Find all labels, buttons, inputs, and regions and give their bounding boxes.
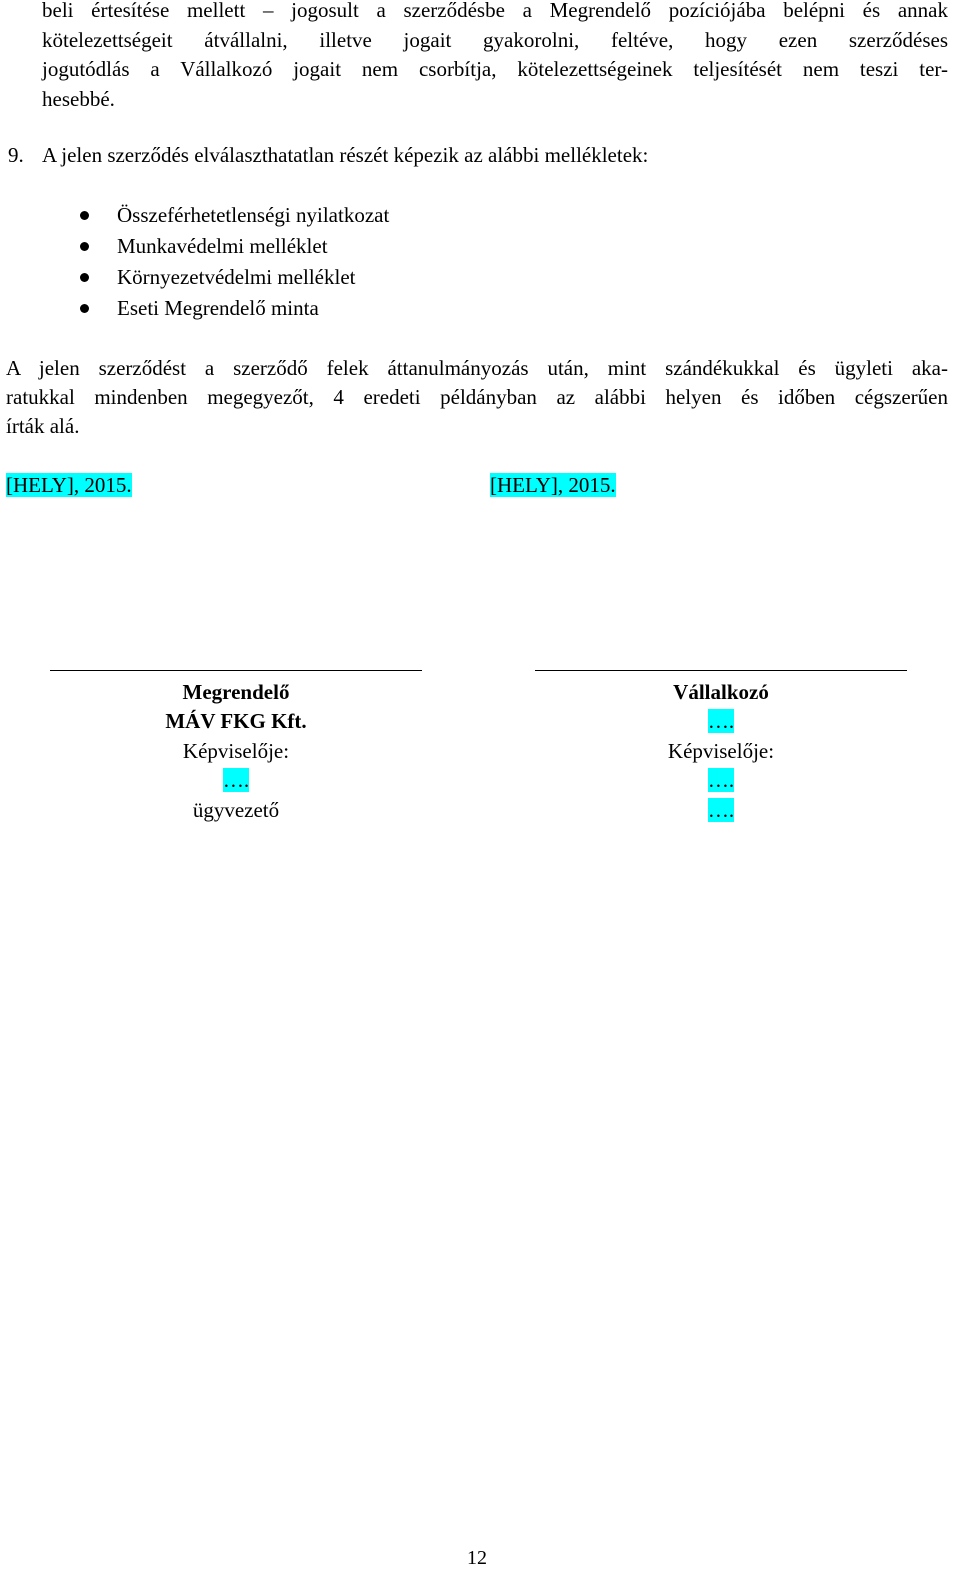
place-date-left-text: [HELY], 2015. (6, 473, 132, 497)
party-company (535, 708, 907, 734)
intro-line-3: jogutódlás a Vállalkozó jogait nem csorbítja, kötelezettségeinek teljesítését nem teszi ter- (42, 57, 948, 81)
intro-line-4: hesebbé. (42, 87, 115, 111)
party-role: Megrendelő (182, 680, 290, 704)
intro-line-1: beli értesítése mellett – jogosult a szerződésbe a Megrendelő pozíciójába belépni és annak (42, 0, 948, 22)
party-company-text: …. (707, 709, 735, 733)
intro-line-2: kötelezettségeit átvállalni, illetve jogait gyakorolni, feltéve, hogy ezen szerződéses (42, 28, 948, 52)
bullet-icon (80, 304, 89, 313)
list-item-label: Környezetvédelmi melléklet (117, 265, 356, 289)
representative-label: Képviselője: (182, 739, 290, 763)
signature-line (50, 670, 422, 671)
bullet-icon (80, 211, 89, 220)
party-company: MÁV FKG Kft. (165, 709, 307, 733)
bullet-icon (80, 273, 89, 282)
representative-name-text: …. (222, 768, 250, 792)
representative-label: Képviselője: (667, 739, 775, 763)
closing-line-3: írták alá. (6, 414, 80, 438)
place-date-right (490, 472, 616, 498)
clause-text: A jelen szerződés elválaszthatatlan részét képezik az alábbi mellékletek: (42, 143, 649, 167)
place-date-right-text: [HELY], 2015. (490, 473, 616, 497)
place-date-left (6, 472, 132, 498)
list-item-label: Munkavédelmi melléklet (117, 234, 328, 258)
closing-line-2: ratukkal mindenben megegyezőt, 4 eredeti példányban az alábbi helyen és időben cégszerűen (6, 385, 948, 409)
page-number: 12 (467, 1547, 487, 1569)
representative-name-text: …. (707, 768, 735, 792)
list-item-label: Eseti Megrendelő minta (117, 296, 319, 320)
clause-number: 9. (8, 143, 24, 167)
representative-name (50, 767, 422, 793)
party-role: Vállalkozó (673, 680, 769, 704)
representative-name (535, 767, 907, 793)
bullet-icon (80, 242, 89, 251)
signature-line (535, 670, 907, 671)
closing-line-1: A jelen szerződést a szerződő felek áttanulmányozás után, mint szándékukkal és ügyleti aka- (6, 356, 948, 380)
list-item-label: Összeférhetetlenségi nyilatkozat (117, 203, 390, 227)
representative-title-text: …. (707, 798, 735, 822)
representative-title: ügyvezető (192, 798, 280, 822)
representative-title (535, 797, 907, 823)
